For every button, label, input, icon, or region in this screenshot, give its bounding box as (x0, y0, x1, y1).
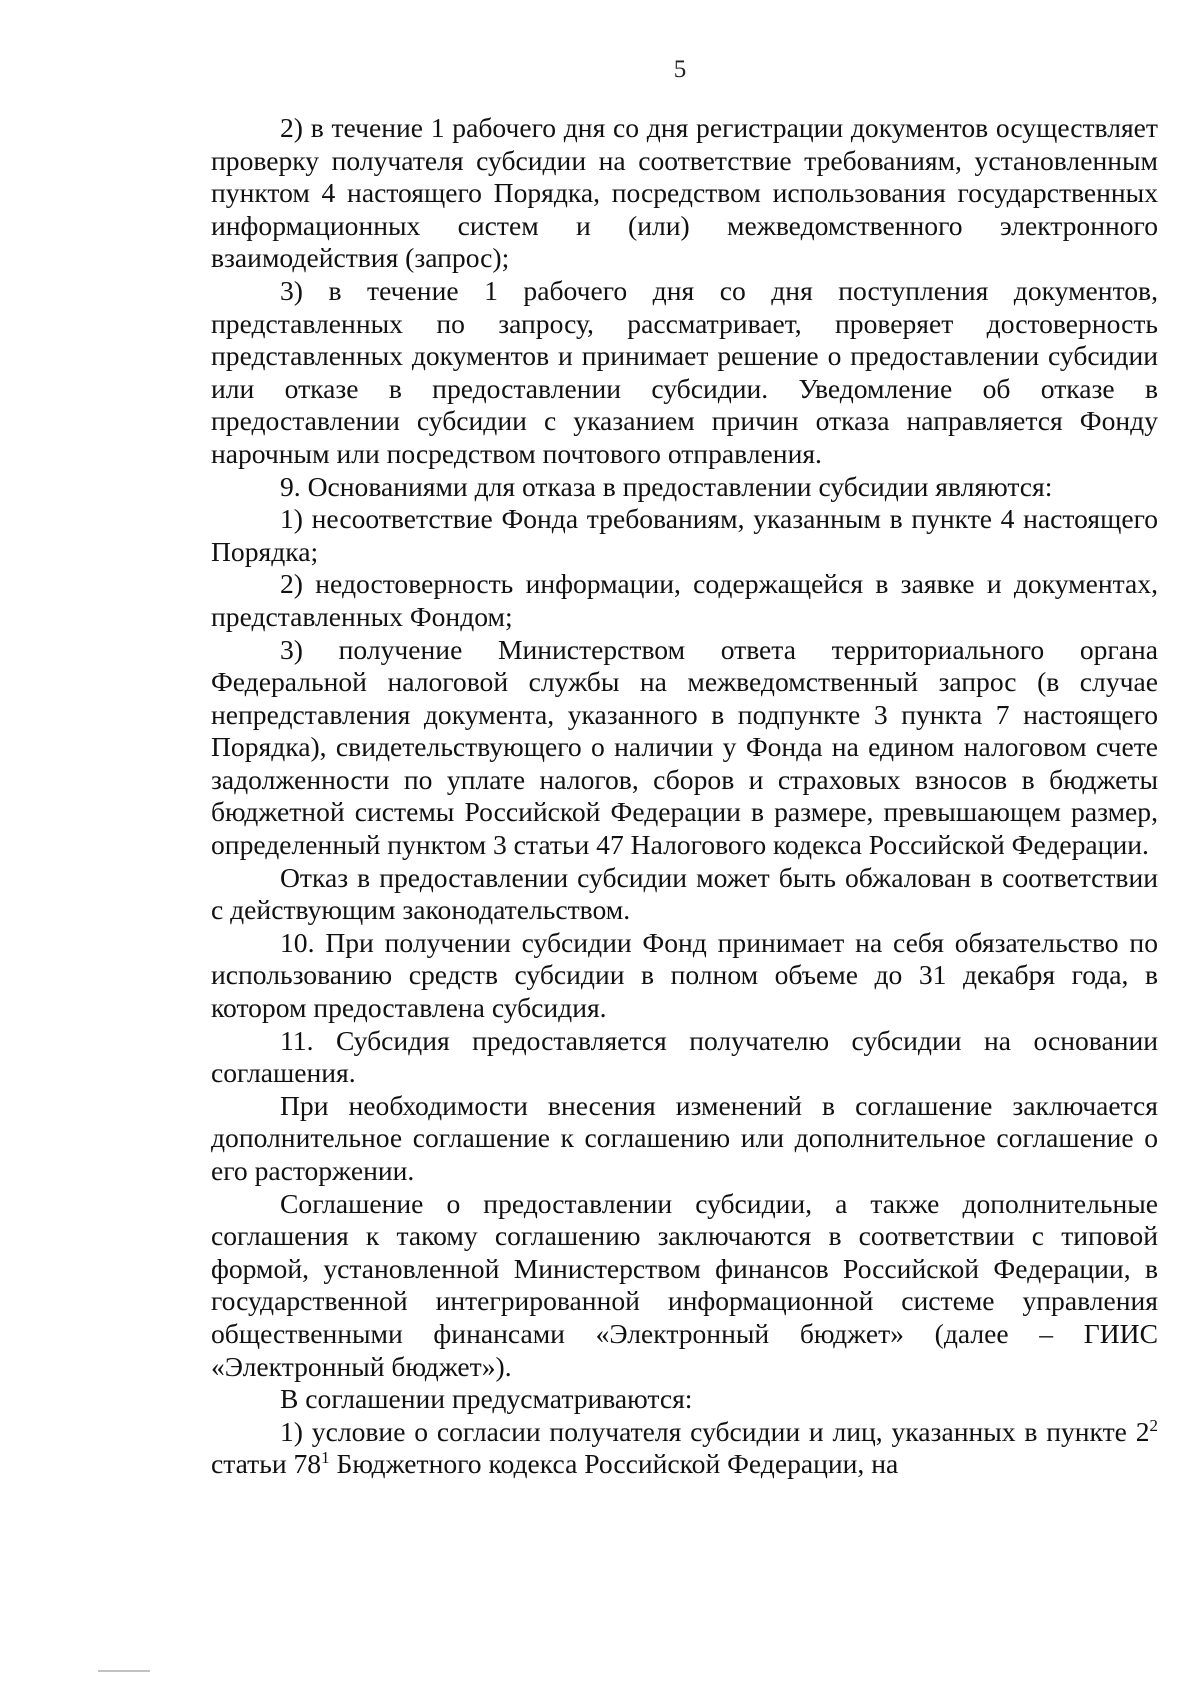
superscript-2: 2 (1149, 1415, 1158, 1435)
paragraph-clause-9-item-2: 2) недостоверность информации, содержащейся в заявке и документах, представленных Фондом; (211, 568, 1158, 632)
paragraph-item-2: 2) в течение 1 рабочего дня со дня регистрации документов осуществляет проверку получателя субсидии на соответствие требованиям, установленным пунктом 4 настоящего Порядка, посредством использования государственных информационных систем и (или) межведомственного электронного взаимодействия (запрос); (211, 112, 1158, 274)
document-body (211, 112, 1158, 1481)
scan-artifact (98, 1670, 150, 1672)
paragraph-amendments: При необходимости внесения изменений в соглашение заключается дополнительное соглашение к соглашению или дополнительное соглашение о его расторжении. (211, 1089, 1158, 1186)
condition-text-part-1: 1) условие о согласии получателя субсидии и лиц, указанных в пункте 2 (280, 1415, 1150, 1447)
paragraph-clause-9-item-1: 1) несоответствие Фонда требованиям, указанным в пункте 4 настоящего Порядка; (211, 503, 1158, 567)
paragraph-clause-9-item-3: 3) получение Министерством ответа территориального органа Федеральной налоговой службы на межведомственный запрос (в случае непредставления документа, указанного в подпункте 3 пункта 7 настоящего Порядка), свидетельствующего о наличии у Фонда на едином налоговом счете задолженности по уплате налогов, сборов и страховых взносов в бюджеты бюджетной системы Российской Федерации в размере, превышающем размер, определенный пунктом 3 статьи 47 Налогового кодекса Российской Федерации. (211, 633, 1158, 861)
paragraph-clause-10: 10. При получении субсидии Фонд принимает на себя обязательство по использованию средств субсидии в полном объеме до 31 декабря года, в котором предоставлена субсидия. (211, 926, 1158, 1024)
paragraph-condition-1 (211, 1416, 1158, 1481)
condition-text-part-2: статьи 78 (211, 1448, 322, 1480)
superscript-1: 1 (321, 1448, 330, 1468)
paragraph-agreement-form: Соглашение о предоставлении субсидии, а также дополнительные соглашения к такому соглашению заключаются в соответствии с типовой формой, установленной Министерством финансов Российской Федерации, в государственной интегрированной информационной системе управления общественными финансами «Электронный бюджет» (далее – ГИИС «Электронный бюджет»). (211, 1187, 1158, 1382)
paragraph-agreement-provisions: В соглашении предусматриваются: (280, 1383, 693, 1415)
condition-text-part-3: Бюджетного кодекса Российской Федерации, на (329, 1448, 899, 1480)
paragraph-clause-11: 11. Субсидия предоставляется получателю субсидии на основании соглашения. (211, 1024, 1158, 1089)
page-number: 5 (673, 56, 687, 83)
paragraph-refusal-appeal: Отказ в предоставлении субсидии может быть обжалован в соответствии с действующим законодательством. (211, 861, 1158, 926)
paragraph-clause-9: 9. Основаниями для отказа в предоставлении субсидии являются: (280, 470, 1053, 502)
paragraph-item-3: 3) в течение 1 рабочего дня со дня поступления документов, представленных по запросу, рассматривает, проверяет достоверность представленных документов и принимает решение о предоставлении субсидии или отказе в предоставлении субсидии. Уведомление об отказе в предоставлении субсидии с указанием причин отказа направляется Фонду нарочным или посредством почтового отправления. (211, 274, 1158, 469)
